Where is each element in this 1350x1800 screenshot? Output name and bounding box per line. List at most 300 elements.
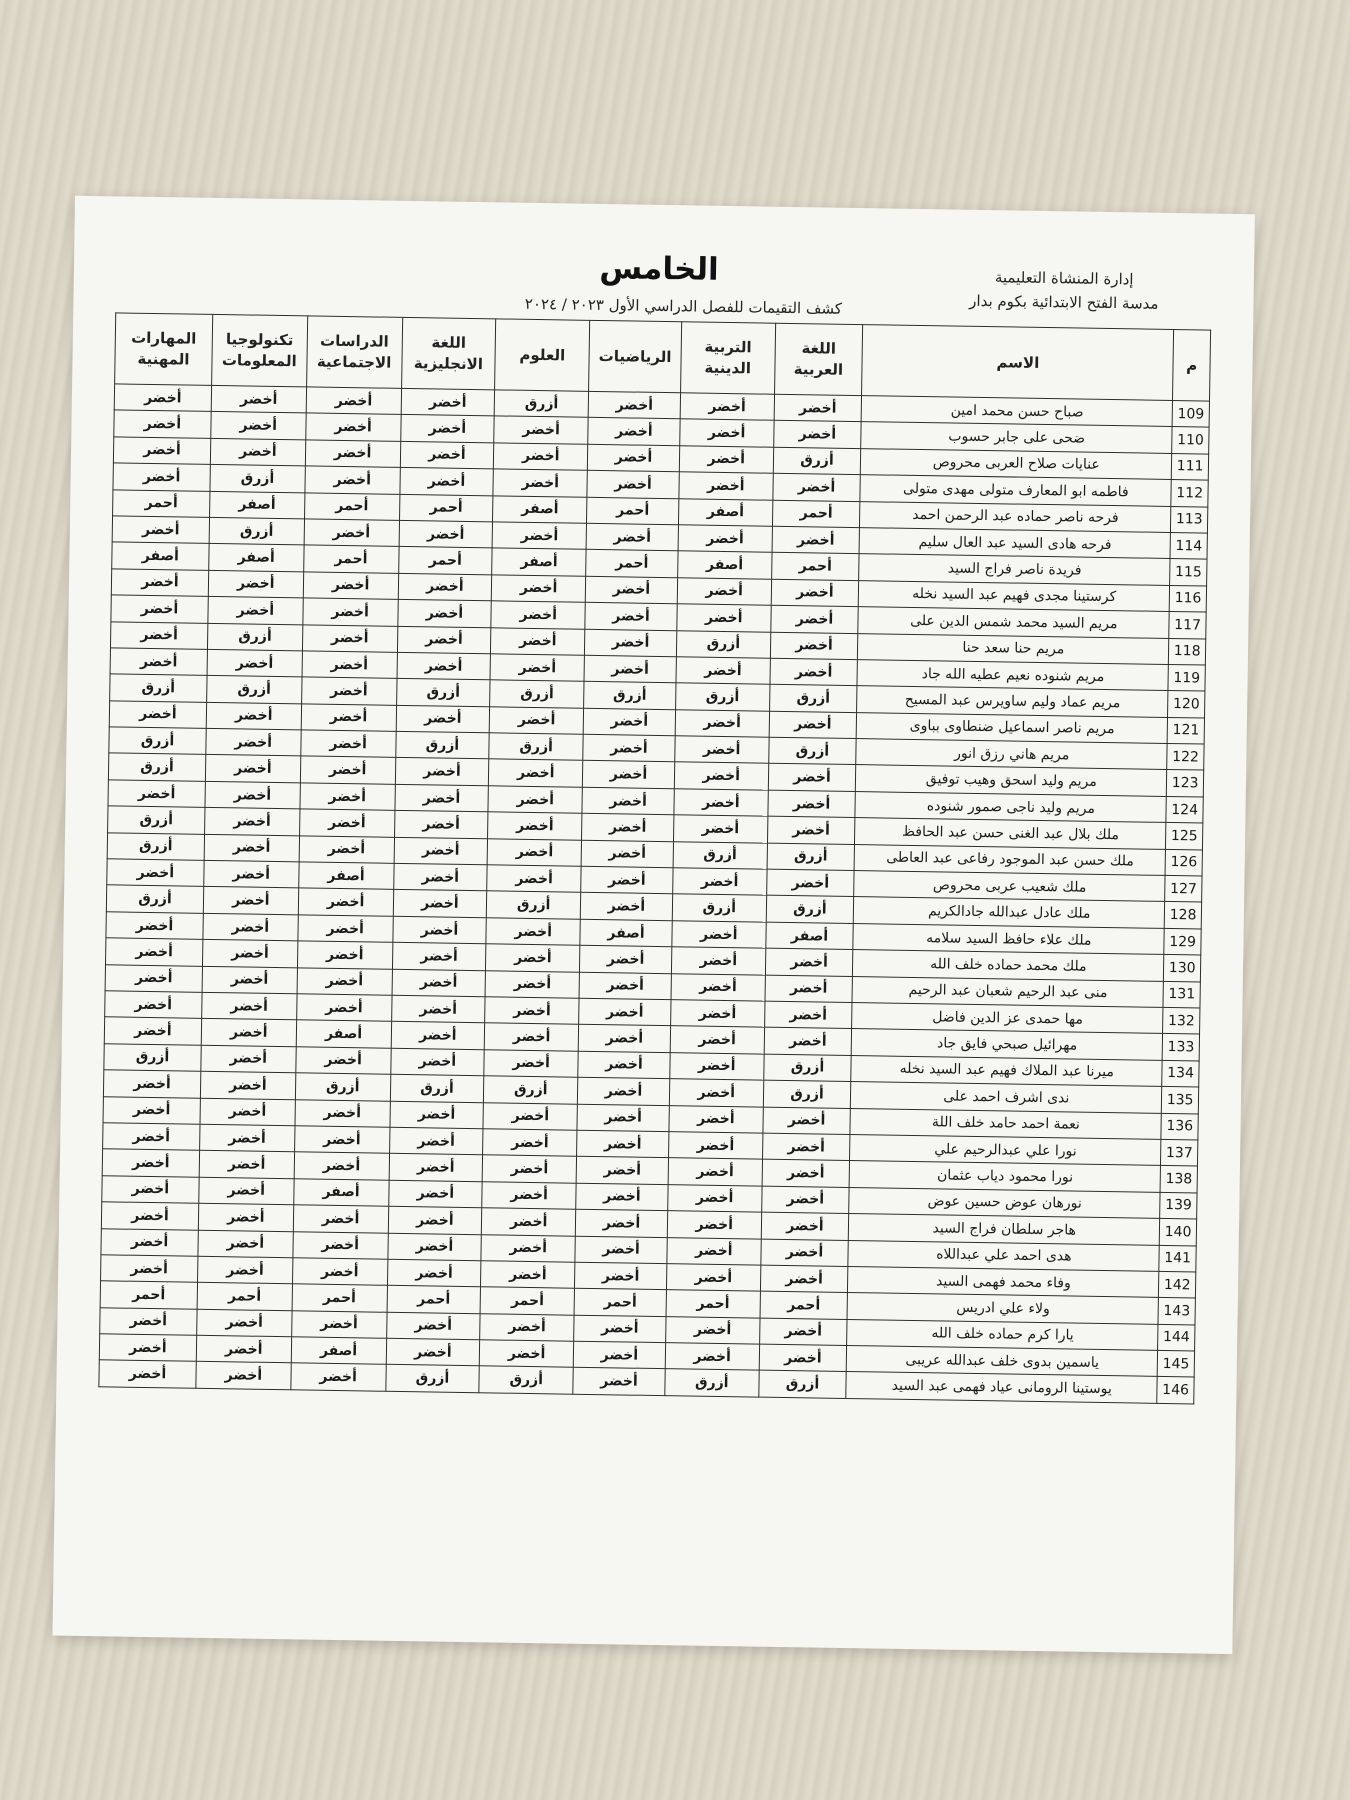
grade-cell: أخضر — [211, 412, 306, 440]
grade-cell: أخضر — [198, 1230, 293, 1258]
grade-cell: أخضر — [200, 1071, 295, 1099]
student-name: ندى اشرف احمد على — [851, 1082, 1162, 1113]
grade-cell: أصفر — [209, 544, 304, 572]
grade-cell: أخضر — [387, 1259, 481, 1287]
grade-cell: أحمر — [772, 500, 860, 528]
grade-cell: أحمر — [666, 1290, 760, 1318]
grade-cell: أخضر — [588, 418, 680, 446]
grade-cell: أخضر — [766, 869, 854, 897]
grade-cell: أصفر — [493, 495, 587, 523]
grade-cell: أخضر — [674, 762, 768, 790]
student-name: فرحه هادى السيد عبد العال سليم — [859, 528, 1170, 559]
grade-cell: أخضر — [396, 705, 490, 733]
grade-cell: أخضر — [762, 1133, 850, 1161]
grade-cell: أصفر — [678, 498, 772, 526]
grade-cell: أخضر — [391, 995, 485, 1023]
grade-cell: أخضر — [301, 677, 396, 705]
row-number: 115 — [1170, 559, 1207, 586]
grade-cell: أخضر — [482, 1155, 576, 1183]
column-header: اللغة العربية — [774, 323, 863, 395]
row-number: 112 — [1171, 480, 1208, 507]
grade-cell: أخضر — [581, 840, 673, 868]
grade-cell: أخضر — [103, 1123, 200, 1151]
row-number: 121 — [1167, 717, 1204, 744]
row-number: 142 — [1159, 1271, 1196, 1298]
grade-cell: أزرق — [665, 1369, 759, 1397]
grade-cell: أخضر — [759, 1344, 847, 1372]
grade-cell: أزرق — [672, 894, 766, 922]
grade-cell: أخضر — [588, 391, 680, 419]
row-number: 131 — [1163, 981, 1200, 1008]
grade-cell: أخضر — [293, 1205, 388, 1233]
student-name: هدى احمد علي عبداللاه — [848, 1240, 1159, 1271]
grade-cell: أخضر — [762, 1159, 850, 1187]
grade-cell: أخضر — [112, 516, 209, 544]
grade-cell: أخضر — [302, 624, 397, 652]
row-number: 118 — [1169, 638, 1206, 665]
grade-cell: أخضر — [202, 966, 297, 994]
row-number: 123 — [1167, 770, 1204, 797]
grade-cell: أخضر — [109, 701, 206, 729]
grade-cell: أخضر — [670, 1026, 764, 1054]
student-name: مريم حنا سعد حنا — [858, 633, 1169, 664]
grade-cell: أخضر — [494, 443, 588, 471]
student-name: ياسمين بدوى خلف عبدالله عريبى — [847, 1346, 1158, 1377]
student-name: مريم السيد محمد شمس الدين على — [858, 607, 1169, 638]
grade-cell: أخضر — [575, 1262, 667, 1290]
row-number: 122 — [1167, 744, 1204, 771]
grade-cell: أخضر — [576, 1157, 668, 1185]
student-name: نورهان عوض حسين عوض — [849, 1187, 1160, 1218]
grade-cell: أخضر — [579, 998, 671, 1026]
grade-cell: أخضر — [671, 947, 765, 975]
grade-cell: أخضر — [199, 1177, 294, 1205]
grade-cell: أخضر — [669, 1105, 763, 1133]
grade-cell: أزرق — [207, 676, 302, 704]
grade-cell: أخضر — [669, 1079, 763, 1107]
grade-cell: أخضر — [208, 596, 303, 624]
grade-cell: أخضر — [106, 938, 203, 966]
grade-cell: أخضر — [293, 1231, 388, 1259]
grade-cell: أخضر — [210, 438, 305, 466]
grade-cell: أخضر — [400, 415, 494, 443]
grade-cell: أخضر — [484, 1050, 578, 1078]
student-name: منى عبد الرحيم شعبان عبد الرحيم — [852, 976, 1163, 1007]
grade-cell: أزرق — [489, 733, 583, 761]
grade-cell: أخضر — [485, 970, 579, 998]
grade-cell: أخضر — [582, 787, 674, 815]
row-number: 109 — [1172, 401, 1209, 428]
student-name: كرستينا مجدى فهيم عبد السيد نخله — [859, 580, 1170, 611]
grade-cell: أصفر — [296, 1020, 391, 1048]
grade-cell: أخضر — [668, 1184, 762, 1212]
grade-cell: أخضر — [770, 658, 858, 686]
grade-cell: أخضر — [391, 1022, 485, 1050]
grade-cell: أخضر — [767, 816, 855, 844]
grade-cell: أخضر — [196, 1362, 291, 1390]
column-header: المهارات المهنية — [115, 313, 213, 386]
student-name: فرحه ناصر حماده عبد الرحمن احمد — [860, 501, 1171, 532]
grade-cell: أخضر — [197, 1309, 292, 1337]
grade-cell: أحمر — [387, 1286, 481, 1314]
row-number: 114 — [1170, 532, 1207, 559]
grade-cell: أخضر — [103, 1070, 200, 1098]
grade-cell: أخضر — [761, 1186, 849, 1214]
grade-cell: أخضر — [206, 702, 301, 730]
grade-cell: أخضر — [493, 469, 587, 497]
grade-cell: أخضر — [576, 1183, 668, 1211]
grade-cell: أخضر — [482, 1181, 576, 1209]
grade-cell: أخضر — [206, 728, 301, 756]
grade-cell: أخضر — [392, 943, 486, 971]
grade-cell: أخضر — [106, 912, 203, 940]
grade-cell: أخضر — [675, 736, 769, 764]
grade-cell: أخضر — [480, 1313, 574, 1341]
grade-cell: أخضر — [305, 466, 400, 494]
grade-cell: أخضر — [667, 1237, 761, 1265]
grade-cell: أزرق — [768, 737, 856, 765]
grade-cell: أخضر — [386, 1312, 480, 1340]
grade-cell: أخضر — [773, 473, 861, 501]
grade-cell: أحمر — [100, 1281, 197, 1309]
column-header: م — [1173, 330, 1211, 402]
grade-cell: أخضر — [204, 808, 299, 836]
grade-cell: أخضر — [587, 444, 679, 472]
grade-cell: أخضر — [199, 1151, 294, 1179]
grade-cell: أزرق — [494, 390, 588, 418]
student-name: مهرائيل صبحي فايق جاد — [852, 1029, 1163, 1060]
row-number: 134 — [1162, 1060, 1199, 1087]
grade-cell: أخضر — [105, 964, 202, 992]
row-number: 120 — [1168, 691, 1205, 718]
grade-cell: أزرق — [484, 1076, 578, 1104]
grade-cell: أخضر — [677, 577, 771, 605]
grade-cell: أخضر — [103, 1096, 200, 1124]
student-name: نورا محمود دياب عثمان — [849, 1161, 1160, 1192]
grade-cell: أخضر — [305, 413, 400, 441]
grade-cell: أزرق — [479, 1366, 573, 1394]
row-number: 135 — [1162, 1087, 1199, 1114]
grade-cell: أخضر — [292, 1258, 387, 1286]
grade-cell: أزرق — [390, 1074, 484, 1102]
grade-cell: أخضر — [670, 1000, 764, 1028]
grade-cell: أزرق — [673, 841, 767, 869]
grade-cell: أخضر — [680, 393, 774, 421]
grades-table — [98, 312, 1211, 1404]
report-title: كشف التقيمات للفصل الدراسي الأول ٢٠٢٣ / ٢٠٢٤ — [524, 294, 843, 318]
student-name: مريم وليد اسحق وهيب توفيق — [856, 765, 1167, 796]
grade-cell: أخضر — [667, 1211, 761, 1239]
grade-cell: أخضر — [101, 1255, 198, 1283]
grade-cell: أحمر — [303, 545, 398, 573]
grade-cell: أخضر — [397, 599, 491, 627]
grade-cell: أخضر — [393, 890, 487, 918]
row-number: 145 — [1157, 1350, 1194, 1377]
grade-cell: أخضر — [679, 446, 773, 474]
grade-cell: أخضر — [774, 394, 862, 422]
grade-cell: أزرق — [395, 731, 489, 759]
grade-cell: أحمر — [399, 494, 493, 522]
grade-cell: أخضر — [297, 967, 392, 995]
row-number: 119 — [1168, 664, 1205, 691]
grade-cell: أزرق — [108, 753, 205, 781]
grade-cell: أزرق — [584, 682, 676, 710]
grade-cell: أخضر — [394, 837, 488, 865]
grade-cell: أخضر — [202, 940, 297, 968]
grade-cell: أخضر — [400, 441, 494, 469]
grade-cell: أخضر — [104, 1017, 201, 1045]
grade-cell: أصفر — [112, 542, 209, 570]
row-number: 144 — [1158, 1324, 1195, 1351]
grade-cell: أزرق — [490, 680, 584, 708]
grade-cell: أزرق — [210, 465, 305, 493]
grade-cell: أخضر — [306, 387, 401, 415]
grade-cell: أخضر — [301, 704, 396, 732]
grade-cell: أخضر — [202, 992, 297, 1020]
grade-cell: أخضر — [291, 1363, 386, 1391]
grade-cell: أخضر — [198, 1203, 293, 1231]
grade-cell: أخضر — [114, 384, 211, 412]
student-name: مريم وليد ناجى صمور شنوده — [855, 791, 1166, 822]
grade-cell: أخضر — [582, 814, 674, 842]
grade-cell: أخضر — [771, 579, 859, 607]
grade-cell: أخضر — [394, 784, 488, 812]
grade-cell: أزرق — [675, 683, 769, 711]
grade-cell: أحمر — [574, 1288, 666, 1316]
student-name: نعمة احمد حامد خلف اللة — [850, 1108, 1161, 1139]
grade-cell: أخضر — [205, 755, 300, 783]
grade-cell: أخضر — [401, 388, 495, 416]
grade-cell: أصفر — [209, 491, 304, 519]
grade-cell: أزرق — [758, 1371, 846, 1399]
student-name: ملك حسن عبد الموجود رفاعى عبد العاطى — [854, 844, 1165, 875]
grade-cell: أخضر — [761, 1212, 849, 1240]
column-header: الرياضيات — [589, 320, 682, 392]
column-header: العلوم — [495, 319, 590, 391]
grade-cell: أخضر — [113, 437, 210, 465]
grade-cell: أزرق — [295, 1073, 390, 1101]
grade-cell: أخضر — [204, 860, 299, 888]
grade-cell: أخضر — [668, 1158, 762, 1186]
grade-cell: أخضر — [207, 649, 302, 677]
grade-cell: أخضر — [575, 1236, 667, 1264]
row-number: 130 — [1164, 955, 1201, 982]
grade-cell: أخضر — [575, 1209, 667, 1237]
grade-cell: أخضر — [666, 1316, 760, 1344]
grade-cell: أخضر — [298, 888, 393, 916]
row-number: 146 — [1157, 1377, 1194, 1404]
student-name: مريم هاني رزق انور — [856, 739, 1167, 770]
grade-cell: أخضر — [397, 626, 491, 654]
grade-cell: أزرق — [108, 806, 205, 834]
grade-cell: أخضر — [676, 657, 770, 685]
grade-cell: أخضر — [573, 1368, 665, 1396]
grade-cell: أخضر — [765, 975, 853, 1003]
grade-cell: أخضر — [772, 526, 860, 554]
grade-cell: أحمر — [113, 489, 210, 517]
row-number: 143 — [1158, 1298, 1195, 1325]
row-number: 127 — [1165, 875, 1202, 902]
grade-cell: أخضر — [296, 1047, 391, 1075]
grade-cell: أحمر — [292, 1284, 387, 1312]
row-number: 136 — [1161, 1113, 1198, 1140]
student-name: نورا علي عبدالرحيم علي — [850, 1134, 1161, 1165]
grade-cell: أخضر — [110, 648, 207, 676]
column-header: تكنولوجيا المعلومات — [212, 314, 308, 386]
grade-cell: أزرق — [385, 1365, 479, 1393]
grade-cell: أخضر — [677, 604, 771, 632]
grade-cell: أزرق — [209, 517, 304, 545]
grade-cell: أخضر — [200, 1098, 295, 1126]
grade-cell: أخضر — [765, 948, 853, 976]
grade-cell: أخضر — [679, 472, 773, 500]
grade-cell: أخضر — [114, 410, 211, 438]
grade-cell: أخضر — [489, 759, 583, 787]
grade-cell: أخضر — [393, 863, 487, 891]
student-name: يارا كرم حماده خلف الله — [847, 1319, 1158, 1350]
grade-title: الخامس — [599, 249, 719, 288]
grade-cell: أخضر — [203, 913, 298, 941]
grade-cell: أخضر — [390, 1101, 484, 1129]
grade-cell: أخضر — [578, 1025, 670, 1053]
grade-cell: أخضر — [487, 865, 581, 893]
grade-cell: أزرق — [676, 630, 770, 658]
grade-cell: أزرق — [763, 1080, 851, 1108]
grade-cell: أصفر — [580, 919, 672, 947]
grade-cell: أخضر — [111, 569, 208, 597]
grade-cell: أخضر — [99, 1360, 196, 1388]
grade-cell: أخضر — [99, 1334, 196, 1362]
grade-cell: أصفر — [298, 862, 393, 890]
grade-cell: أخضر — [204, 834, 299, 862]
grade-cell: أخضر — [392, 916, 486, 944]
row-number: 133 — [1162, 1034, 1199, 1061]
student-name: ملك بلال عبد الغنى حسن عبد الحافظ — [855, 818, 1166, 849]
grade-cell: أزرق — [773, 447, 861, 475]
grade-cell: أزرق — [769, 684, 857, 712]
student-name: ملك شعيب عربى محروص — [854, 871, 1165, 902]
row-number: 110 — [1172, 427, 1209, 454]
grade-cell: أخضر — [670, 1052, 764, 1080]
grade-cell: أصفر — [293, 1179, 388, 1207]
grade-cell: أصفر — [766, 922, 854, 950]
grade-cell: أخضر — [483, 1102, 577, 1130]
grade-cell: أخضر — [577, 1130, 669, 1158]
grade-cell: أزرق — [487, 891, 581, 919]
grade-cell: أخضر — [105, 991, 202, 1019]
grade-cell: أخضر — [671, 973, 765, 1001]
grade-cell: أخضر — [585, 629, 677, 657]
grade-cell: أخضر — [297, 941, 392, 969]
row-number: 129 — [1164, 928, 1201, 955]
grade-cell: أخضر — [110, 621, 207, 649]
grade-cell: أزرق — [110, 674, 207, 702]
grade-cell: أخضر — [491, 601, 585, 629]
grade-cell: أخضر — [303, 572, 398, 600]
column-header: اللغة الانجليزية — [401, 317, 496, 389]
row-number: 137 — [1161, 1139, 1198, 1166]
grade-cell: أخضر — [666, 1264, 760, 1292]
student-name: ملك علاء حافظ السيد سلامه — [853, 923, 1164, 954]
column-header: الاسم — [862, 325, 1174, 401]
grade-cell: أخضر — [107, 859, 204, 887]
grade-cell: أخضر — [481, 1234, 575, 1262]
grade-cell: أخضر — [392, 969, 486, 997]
grade-cell: أخضر — [673, 868, 767, 896]
grade-cell: أخضر — [390, 1048, 484, 1076]
grade-cell: أخضر — [203, 887, 298, 915]
grade-cell: أخضر — [488, 786, 582, 814]
grade-cell: أخضر — [494, 416, 588, 444]
grade-cell: أخضر — [583, 708, 675, 736]
grade-cell: أحمر — [304, 492, 399, 520]
grade-cell: أخضر — [113, 463, 210, 491]
grade-cell: أخضر — [673, 815, 767, 843]
grade-cell: أخضر — [101, 1228, 198, 1256]
grade-cell: أخضر — [388, 1180, 482, 1208]
grade-cell: أخضر — [577, 1104, 669, 1132]
grade-cell: أخضر — [399, 468, 493, 496]
grade-cell: أخضر — [205, 781, 300, 809]
grade-cell: أخضر — [490, 706, 584, 734]
grade-cell: أحمر — [586, 550, 678, 578]
column-header: التربية الدينية — [680, 322, 775, 394]
grade-cell: أخضر — [580, 893, 672, 921]
grade-cell: أصفر — [678, 551, 772, 579]
grade-cell: أخضر — [296, 994, 391, 1022]
grade-cell: أخضر — [102, 1175, 199, 1203]
grade-cell: أخضر — [487, 838, 581, 866]
grade-cell: أخضر — [100, 1307, 197, 1335]
row-number: 141 — [1159, 1245, 1196, 1272]
row-number: 113 — [1171, 506, 1208, 533]
grade-cell: أخضر — [208, 570, 303, 598]
grade-cell: أخضر — [389, 1127, 483, 1155]
grade-cell: أخضر — [582, 761, 674, 789]
grade-cell: أزرق — [766, 896, 854, 924]
grade-cell: أخضر — [768, 790, 856, 818]
student-name: يوستينا الرومانى عياد فهمى عبد السيد — [846, 1372, 1157, 1403]
grade-cell: أخضر — [387, 1233, 481, 1261]
grade-cell: أخضر — [111, 595, 208, 623]
grade-cell: أخضر — [301, 730, 396, 758]
table-body — [99, 384, 1210, 1404]
grade-cell: أخضر — [577, 1077, 669, 1105]
grade-cell: أخضر — [485, 997, 579, 1025]
row-number: 117 — [1169, 612, 1206, 639]
row-number: 111 — [1172, 453, 1209, 480]
grade-cell: أخضر — [389, 1154, 483, 1182]
student-name: عنايات صلاح العربى محروص — [861, 448, 1172, 479]
grade-cell: أخضر — [394, 811, 488, 839]
grade-cell: أخضر — [491, 627, 585, 655]
student-name: وفاء محمد فهمى السيد — [848, 1266, 1159, 1297]
grade-cell: أخضر — [672, 921, 766, 949]
grade-cell: أخضر — [584, 655, 676, 683]
grade-cell: أزرق — [396, 679, 490, 707]
grade-cell: أحمر — [587, 497, 679, 525]
row-number: 128 — [1164, 902, 1201, 929]
grade-cell: أخضر — [302, 651, 397, 679]
student-name: ضحى على جابر حسوب — [861, 422, 1172, 453]
grade-cell: أخضر — [492, 522, 586, 550]
grade-cell: أخضر — [201, 1019, 296, 1047]
grade-cell: أخضر — [197, 1256, 292, 1284]
row-number: 138 — [1160, 1166, 1197, 1193]
school-name: مدسة الفتح الابتدائية بكوم بدار — [969, 291, 1159, 313]
grade-cell: أخضر — [486, 944, 580, 972]
row-number: 125 — [1166, 823, 1203, 850]
